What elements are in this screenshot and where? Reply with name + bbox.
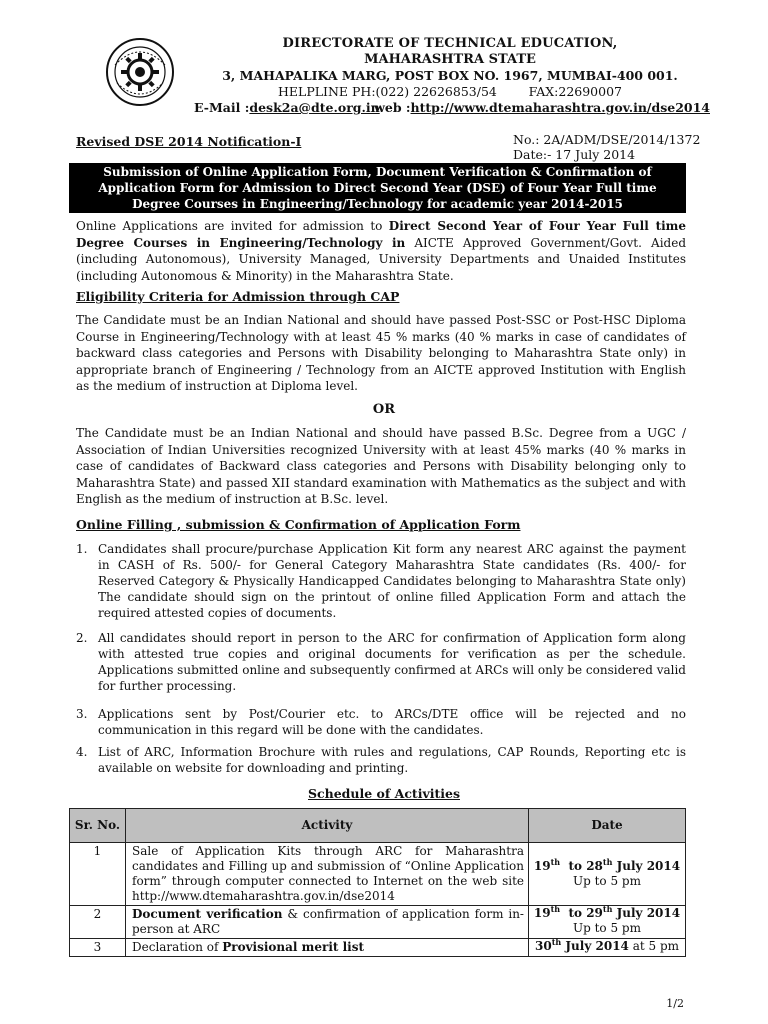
date-end: July 2014 [561,939,629,953]
date-suffix: th [602,857,613,867]
list-item [76,706,686,738]
table-row [70,939,686,957]
intro-text-1: Online Applications are invited for admission to [76,219,389,233]
list-item [76,744,686,776]
table-row [70,906,686,939]
list-number: 3. [76,707,88,721]
date-end: July 2014 [612,859,681,873]
list-number: 2. [76,631,88,645]
org-address: 3, MAHAPALIKA MARG, POST BOX NO. 1967, MUMBAI-400 001. [222,68,678,83]
date-time: Up to 5 pm [573,874,641,888]
date-range: to 29 [560,906,603,920]
col-sr-no: Sr. No. [70,809,126,843]
date-end: July 2014 [612,906,681,920]
cell-activity [126,939,529,957]
or-separator: OR [372,402,396,417]
cell-date [529,939,686,957]
subject-banner: Submission of Online Application Form, Document Verification & Confirmation of Application Form for Admission to Direct Second Year (DSE) of Four Year Full time Degree Courses in Engineering/Technology for academic year 2014-2015 [69,163,686,213]
notification-title: Revised DSE 2014 Notification-I [76,134,302,149]
contact-line [190,100,710,116]
date-suffix: th [550,904,561,914]
list-number: 1. [76,542,88,556]
email-label: E-Mail : [194,100,250,115]
web-link[interactable]: http://www.dtemaharashtra.gov.in/dse2014 [410,100,710,115]
page-number: 1/2 [666,997,684,1010]
date-range: to 28 [560,859,603,873]
col-activity: Activity [126,809,529,843]
notification-date: Date:- 17 July 2014 [513,147,636,162]
email-link[interactable]: desk2a@dte.org.in [249,100,380,115]
date-suffix: th [602,904,613,914]
web-label: web : [374,100,411,115]
date-time: at 5 pm [628,939,680,953]
eligibility-diploma: The Candidate must be an Indian National and should have passed Post-SSC or Post-HSC Diploma Course in Engineering/Technology with at least 45 % marks (40 % marks in case of candidates of backward class categories and Persons with Disability belonging to Maharashtra State only) in appropriate branch of Engineering / Technology from an AICTE approved Institution with English as the medium of instruction at Diploma level. [76,313,686,393]
org-name: DIRECTORATE OF TECHNICAL EDUCATION, [282,36,618,51]
dte-emblem-logo [105,37,175,107]
letterhead [190,36,710,116]
table-header-row [70,809,686,843]
table-row [70,843,686,906]
cell-date [529,906,686,939]
notification-number: No.: 2A/ADM/DSE/2014/1372 [513,132,701,147]
eligibility-heading: Eligibility Criteria for Admission through CAP [76,289,400,304]
intro-text-bold: Direct Second Year of Four Year Full time Degree Courses in Engineering/Technology in [76,219,686,250]
cell-activity: Sale of Application Kits through ARC for Maharashtra candidates and Filling up and submission of “Online Application form” through computer connected to Internet on the web site http://www.dtemaharashtra.gov.in/dse2014 [126,843,529,906]
col-date: Date [529,809,686,843]
schedule-table [69,808,686,957]
intro-text-2: AICTE Approved Government/Govt. Aided (including Autonomous), University Managed, University Departments and Unaided Institutes (including Autonomous & Minority) in the Maharashtra State. [76,235,686,283]
activity-rest: & confirmation of application form in-person at ARC [132,907,524,936]
list-text: List of ARC, Information Brochure with rules and regulations, CAP Rounds, Reporting etc is available on website for downloading and printing. [98,745,686,775]
date-suffix: th [550,857,561,867]
cell-sr: 1 [70,843,126,906]
date-time: Up to 5 pm [573,921,641,935]
list-text: All candidates should report in person to the ARC for confirmation of Application form along with attested true copies and original documents for verification as per the schedule. Applications submitted online and subsequently confirmed at ARCs will only be considered valid for further processing. [98,631,686,693]
cell-activity [126,906,529,939]
schedule-heading: Schedule of Activities [308,786,460,801]
list-item [76,541,686,621]
intro-paragraph [76,218,686,284]
org-helpline: HELPLINE PH:(022) 22626853/54 FAX:22690007 [278,84,622,99]
list-item [76,630,686,694]
cell-sr: 2 [70,906,126,939]
list-text: Applications sent by Post/Courier etc. to ARCs/DTE office will be rejected and no communication in this regard will be done with the candidates. [98,707,686,737]
org-state: MAHARASHTRA STATE [364,52,536,67]
list-text: Candidates shall procure/purchase Application Kit form any nearest ARC against the payment in CASH of Rs. 500/- for General Category Maharashtra State candidates (Rs. 400/- for Reserved Category & Physically Handicapped Candidates belonging to Maharashtra State only) The candidate should sign on the printout of online filled Application Form and attach the required attested copies of documents. [98,542,686,620]
date-suffix: th [551,937,562,947]
list-number: 4. [76,745,88,759]
activity-bold: Document verification [132,907,283,921]
activity-bold: Provisional merit list [222,940,365,954]
notification-meta [513,132,700,162]
cell-date [529,843,686,906]
date-start: 30 [534,939,552,953]
online-filling-heading: Online Filling , submission & Confirmation of Application Form [76,517,521,532]
date-start: 19 [533,859,551,873]
cell-sr: 3 [70,939,126,957]
eligibility-bsc: The Candidate must be an Indian National and should have passed B.Sc. Degree from a UGC / Association of Indian Universities recognized University with at least 45% marks (40 % marks in case of candidates of Backward class categories and Persons with Disability belonging only to Maharashtra State) and passed XII standard examination with Mathematics as the subject and with English as the medium of instruction at B.Sc. level. [76,426,686,506]
activity-pre: Declaration of [132,940,223,954]
date-start: 19 [533,906,551,920]
